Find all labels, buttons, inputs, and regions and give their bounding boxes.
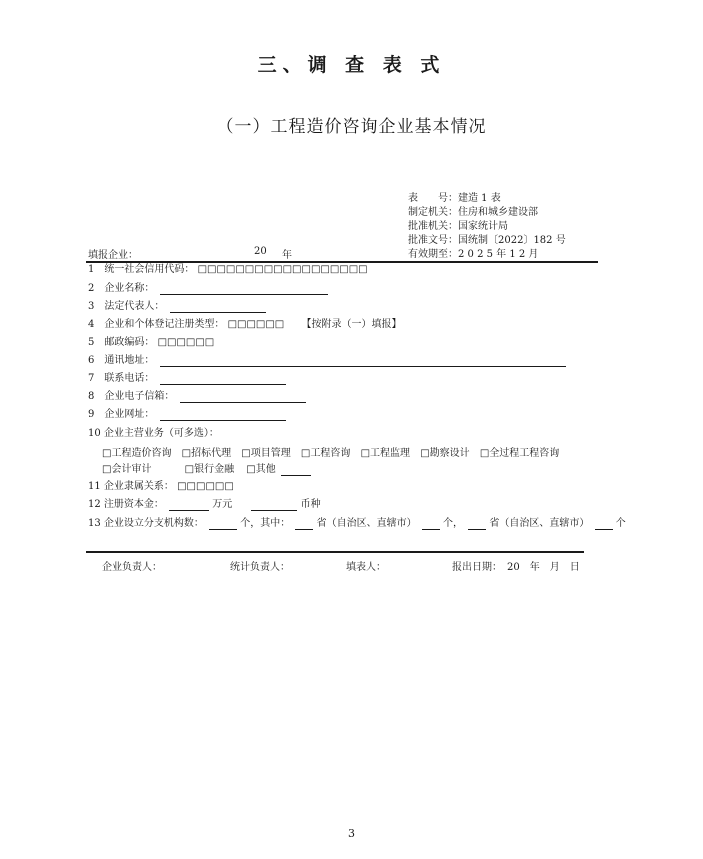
company-head-label: 企业负责人： xyxy=(102,562,162,573)
field-label: 7 联系电话： xyxy=(88,373,155,384)
field-label: 12 注册资本金： xyxy=(88,499,164,510)
checkbox-bidding-agency[interactable]: □招标代理 xyxy=(181,448,232,459)
checkbox-project-management[interactable]: □项目管理 xyxy=(241,448,291,459)
page-title: 三、调 查 表 式 xyxy=(257,54,446,76)
year-suffix: 年 xyxy=(282,250,292,261)
issuing-authority: 制定机关：住房和城乡建设部 xyxy=(408,207,538,218)
field-registration-type xyxy=(88,317,401,332)
field-label: 10 企业主营业务（可多选）： xyxy=(88,428,219,439)
valid-until: 有效期至：2 0 2 5 年 1 2 月 xyxy=(408,249,539,260)
checkbox-engineering-consulting[interactable]: □工程咨询 xyxy=(300,448,351,459)
field-label: 1 统一社会信用代码： xyxy=(88,264,195,275)
field-main-business xyxy=(88,426,219,441)
province-2-input[interactable] xyxy=(468,518,486,530)
affiliation-boxes[interactable]: □□□□□□ xyxy=(177,481,234,492)
business-options-row-1 xyxy=(102,446,602,461)
postcode-boxes[interactable]: □□□□□□ xyxy=(157,337,215,348)
checkbox-banking-finance[interactable]: □银行金融 xyxy=(184,464,235,475)
branch-text-4: 省（自治区、直辖市） xyxy=(489,518,590,529)
report-date-label: 报出日期： 20 年 月 日 xyxy=(452,562,580,573)
year-prefix: 20 xyxy=(254,246,267,257)
approval-number: 批准文号：国统制〔2022〕182 号 xyxy=(408,235,566,246)
other-input[interactable] xyxy=(281,464,311,476)
address-input[interactable] xyxy=(160,355,566,367)
credit-code-boxes[interactable]: □□□□□□□□□□□□□□□□□□ xyxy=(197,264,368,275)
filler-label: 填表人： xyxy=(346,562,386,573)
page-number: 3 xyxy=(348,827,355,840)
email-input[interactable] xyxy=(180,391,306,403)
field-branches xyxy=(88,516,626,531)
field-company-name xyxy=(88,281,328,296)
approving-authority: 批准机关：国家统计局 xyxy=(408,221,508,232)
website-input[interactable] xyxy=(160,409,286,421)
phone-input[interactable] xyxy=(160,373,286,385)
branch-text-1: 个，其中： xyxy=(240,518,291,529)
checkbox-cost-consulting[interactable]: □工程造价咨询 xyxy=(102,448,172,459)
stats-head-label: 统计负责人： xyxy=(230,562,290,573)
field-address xyxy=(88,353,566,368)
field-legal-rep xyxy=(88,299,266,314)
branch-text-5: 个 xyxy=(615,518,626,529)
registration-note: 【按附录（一）填报】 xyxy=(301,319,402,330)
field-affiliation xyxy=(88,479,234,494)
fill-company-label: 填报企业： xyxy=(88,250,138,261)
registration-type-boxes[interactable]: □□□□□□ xyxy=(227,319,285,330)
field-label: 11 企业隶属关系： xyxy=(88,481,174,492)
checkbox-survey-design[interactable]: □勘察设计 xyxy=(420,448,470,459)
field-email xyxy=(88,389,306,404)
field-label: 9 企业网址： xyxy=(88,409,155,420)
section-title: （一）工程造价咨询企业基本情况 xyxy=(216,117,487,137)
checkbox-whole-process-consulting[interactable]: □全过程工程咨询 xyxy=(479,448,560,459)
legal-rep-input[interactable] xyxy=(170,301,266,313)
checkbox-engineering-supervision[interactable]: □工程监理 xyxy=(360,448,411,459)
province-2-count-input[interactable] xyxy=(595,518,613,530)
currency-input[interactable] xyxy=(251,499,297,511)
field-label: 13 企业设立分支机构数： xyxy=(88,518,204,529)
field-phone xyxy=(88,371,286,386)
province-1-count-input[interactable] xyxy=(422,518,440,530)
field-postcode xyxy=(88,335,214,350)
field-credit-code xyxy=(88,262,368,277)
field-label: 2 企业名称： xyxy=(88,283,155,294)
branch-text-2: 省（自治区、直辖市） xyxy=(316,518,417,529)
currency-label: 币种 xyxy=(300,499,321,510)
field-label: 6 通讯地址： xyxy=(88,355,155,366)
checkbox-other[interactable]: □其他 xyxy=(246,464,276,475)
field-label: 4 企业和个体登记注册类型： xyxy=(88,319,225,330)
company-name-input[interactable] xyxy=(160,283,328,295)
capital-input[interactable] xyxy=(169,499,209,511)
field-label: 8 企业电子信箱： xyxy=(88,391,175,402)
business-options-row-2 xyxy=(102,462,311,477)
province-1-input[interactable] xyxy=(295,518,313,530)
field-website xyxy=(88,407,286,422)
field-label: 3 法定代表人： xyxy=(88,301,165,312)
field-label: 5 邮政编码： xyxy=(88,337,155,348)
field-registered-capital xyxy=(88,497,321,512)
form-number: 表 号：建造 1 表 xyxy=(408,193,501,204)
branch-count-input[interactable] xyxy=(209,518,237,530)
capital-unit: 万元 xyxy=(212,499,233,510)
footer-rule xyxy=(86,551,584,553)
branch-text-3: 个， xyxy=(443,518,464,529)
checkbox-accounting-audit[interactable]: □会计审计 xyxy=(102,464,152,475)
